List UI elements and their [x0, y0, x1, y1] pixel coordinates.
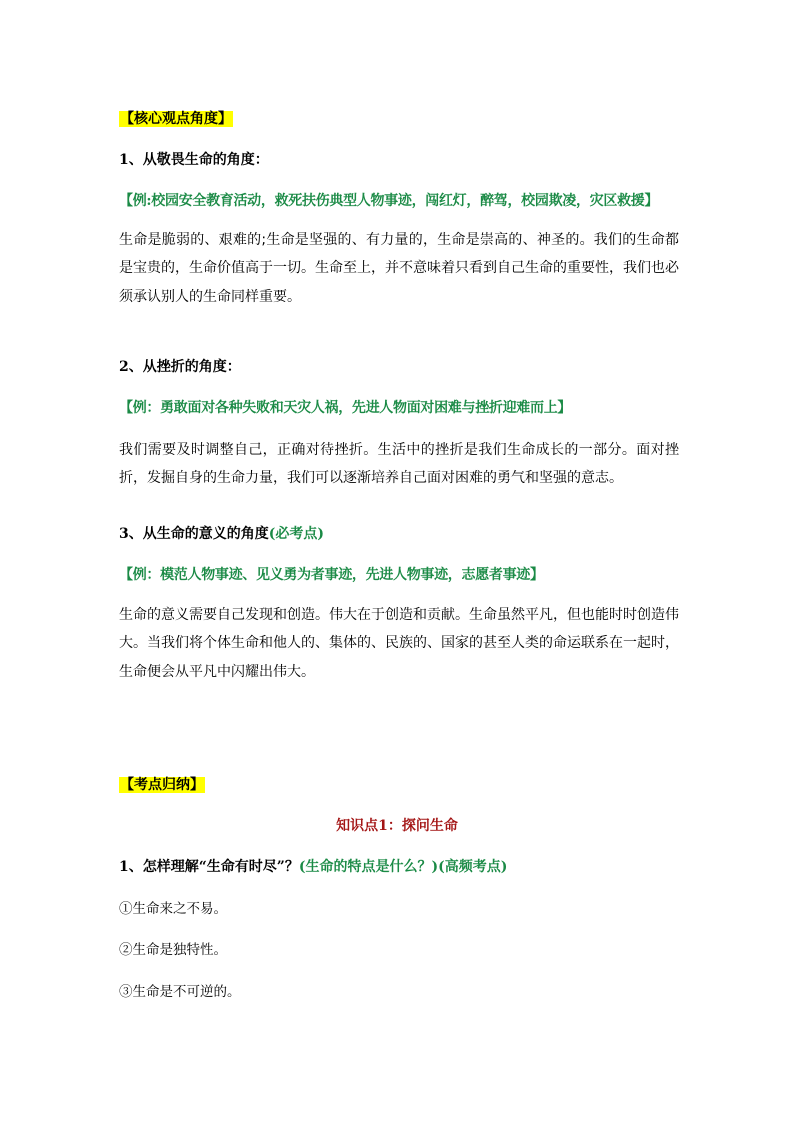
- point-3-heading: [119, 525, 679, 543]
- highlight-tag: 【考点归纳】: [120, 777, 204, 793]
- point-1-example: 【例:校园安全教育活动，救死扶伤典型人物事迹，闯红灯，醉驾，校园欺凌，灾区救援】: [119, 193, 659, 209]
- knowledge-point-title: 知识点1：探问生命: [336, 818, 458, 834]
- point-1-heading: 1、从敬畏生命的角度：: [119, 152, 269, 168]
- frequent-test-note: (高频考点): [438, 859, 508, 875]
- point-3-example: 【例：模范人物事迹、见义勇为者事迹，先进人物事迹，志愿者事迹】: [119, 567, 544, 583]
- summary-heading: [119, 774, 679, 794]
- question-1-text: 1、怎样理解“生命有时尽”？: [119, 859, 299, 875]
- question-1-subquestion: (生命的特点是什么？): [298, 859, 439, 875]
- point-3-heading-text: 3、从生命的意义的角度: [119, 526, 269, 542]
- core-viewpoint-heading: [119, 108, 679, 128]
- point-2-paragraph: 我们需要及时调整自己，正确对待挫折。生活中的挫折是我们生命成长的一部分。面对挫折，发掘自身的生命力量，我们可以逐渐培养自己面对困难的勇气和坚强的意志。: [119, 442, 679, 487]
- highlight-tag: 【核心观点角度】: [120, 111, 232, 127]
- question-1-heading: [119, 858, 679, 876]
- point-3-paragraph: 生命的意义需要自己发现和创造。伟大在于创造和贡献。生命虽然平凡，但也能时时创造伟大。当我们将个体生命和他人的、集体的、民族的、国家的甚至人类的命运联系在一起时，生命便会从平凡中闪耀出伟大。: [119, 607, 679, 680]
- point-2-heading: 2、从挫折的角度：: [119, 359, 241, 375]
- point-1-paragraph: 生命是脆弱的、艰难的;生命是坚强的、有力量的，生命是崇高的、神圣的。我们的生命都是宝贵的，生命价值高于一切。生命至上，并不意味着只看到自己生命的重要性，我们也必须承认别人的生命同样重要。: [119, 232, 679, 305]
- point-2-example: 【例：勇敢面对各种失败和天灾人祸，先进人物面对困难与挫折迎难而上】: [119, 400, 572, 416]
- list-item: ①生命来之不易。: [119, 901, 227, 917]
- list-item: ③生命是不可逆的。: [119, 984, 241, 1000]
- list-item: ②生命是独特性。: [119, 942, 227, 958]
- must-test-note: (必考点): [268, 526, 324, 542]
